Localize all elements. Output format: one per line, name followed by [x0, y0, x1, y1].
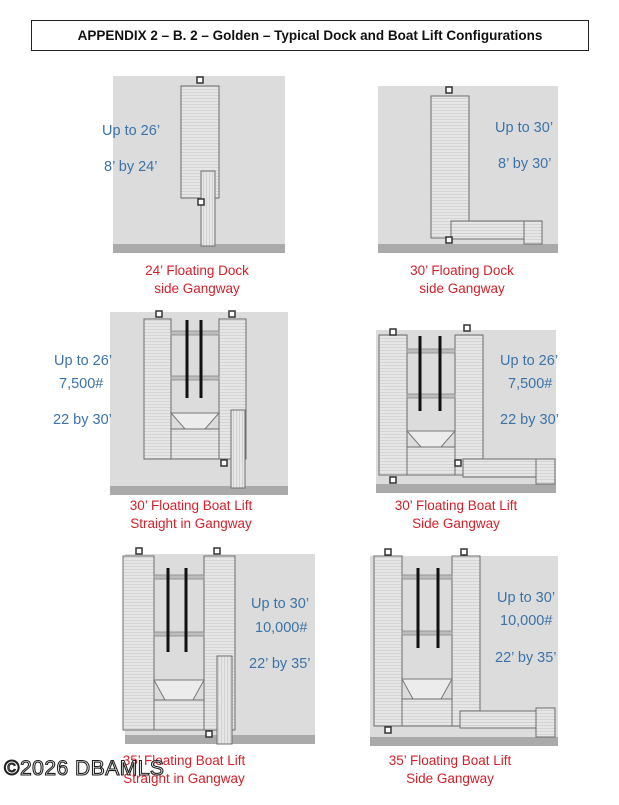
copyright-watermark: ©2026 DBAMLS: [4, 757, 165, 780]
panel-3-drawing: [110, 311, 288, 495]
lift-pontoon-right: [455, 335, 483, 475]
panel-1-caption: [117, 262, 277, 298]
shoreline: [110, 486, 288, 495]
panel-1-length: Up to 26’: [102, 123, 161, 139]
cross-beam: [402, 575, 452, 579]
panel-4-capacity: 7,500#: [508, 376, 553, 392]
lift-pontoon-left: [379, 335, 407, 475]
floating-dock: [431, 96, 469, 238]
end-platform: [402, 699, 452, 726]
panel-1-size: 8’ by 24’: [104, 159, 158, 175]
landing: [536, 708, 555, 737]
shoreline: [376, 484, 556, 493]
lift-pontoon-left: [123, 556, 154, 730]
lift-pontoon-left: [144, 319, 171, 459]
caption-line-1: 35’ Floating Boat Lift: [122, 753, 246, 768]
panel-4-length: Up to 26’: [500, 353, 559, 369]
caption-line-2: Side Gangway: [406, 771, 494, 786]
panel-6-size: 22’ by 35’: [495, 650, 557, 666]
panel-2-caption: [382, 262, 542, 298]
piling: [198, 199, 204, 205]
cross-beam: [407, 349, 455, 353]
cross-beam: [154, 632, 204, 636]
piling: [229, 311, 235, 317]
caption-line-2: Straight in Gangway: [130, 516, 252, 531]
shoreline: [113, 244, 285, 253]
panel-3-caption: [101, 497, 281, 533]
piling: [390, 329, 396, 335]
cross-beam: [402, 631, 452, 635]
cross-beam: [171, 376, 219, 380]
panel-5-length: Up to 30’: [251, 596, 310, 612]
caption-line-1: 30’ Floating Boat Lift: [129, 498, 253, 513]
page-title: APPENDIX 2 – B. 2 – Golden – Typical Dock and Boat Lift Configurations: [31, 20, 589, 51]
gangway: [460, 711, 539, 728]
cross-beam: [407, 394, 455, 398]
piling: [461, 549, 467, 555]
gangway: [217, 656, 232, 744]
shoreline: [370, 737, 558, 746]
shoreline: [378, 244, 558, 253]
end-platform: [171, 429, 219, 459]
caption-line-2: side Gangway: [419, 281, 505, 296]
water-area: [110, 312, 288, 488]
caption-line-1: 24’ Floating Dock: [145, 263, 249, 278]
piling: [221, 460, 227, 466]
panel-5-capacity: 10,000#: [255, 620, 308, 636]
end-platform: [407, 447, 455, 475]
caption-line-1: 35’ Floating Boat Lift: [388, 753, 512, 768]
panel-6-caption: [360, 752, 540, 788]
gangway: [201, 171, 215, 246]
cross-beam: [154, 575, 204, 579]
caption-line-1: 30’ Floating Boat Lift: [394, 498, 518, 513]
gangway: [463, 459, 539, 477]
panel-2-size: 8’ by 30’: [498, 156, 552, 172]
end-platform: [154, 700, 204, 730]
landing: [536, 459, 555, 484]
panel-3-capacity: 7,500#: [59, 376, 104, 392]
panel-4-caption: [366, 497, 546, 533]
gangway: [451, 221, 528, 239]
gangway: [231, 410, 245, 488]
panel-3-size: 22 by 30’: [53, 412, 112, 428]
piling: [455, 460, 461, 466]
piling: [385, 549, 391, 555]
caption-line-1: 30’ Floating Dock: [410, 263, 514, 278]
piling: [136, 548, 142, 554]
piling: [464, 325, 470, 331]
panel-6-capacity: 10,000#: [500, 613, 553, 629]
piling: [197, 77, 203, 83]
panel-6-drawing: [370, 549, 558, 746]
landing: [524, 221, 542, 244]
panel-6-length: Up to 30’: [497, 590, 556, 606]
cross-beam: [171, 331, 219, 335]
lift-pontoon-left: [374, 556, 402, 726]
lift-pontoon-right: [452, 556, 480, 726]
panel-4-size: 22 by 30’: [500, 412, 559, 428]
panel-3-length: Up to 26’: [54, 353, 113, 369]
panel-2-length: Up to 30’: [495, 120, 554, 136]
piling: [446, 237, 452, 243]
piling: [206, 731, 212, 737]
panel-5-size: 22’ by 35’: [249, 656, 311, 672]
caption-line-2: side Gangway: [154, 281, 240, 296]
piling: [390, 477, 396, 483]
caption-line-2: Side Gangway: [412, 516, 500, 531]
piling: [446, 87, 452, 93]
piling: [214, 548, 220, 554]
caption-line-2: Straight in Gangway: [123, 771, 245, 786]
panel-5-drawing: [123, 548, 315, 744]
piling: [385, 727, 391, 733]
piling: [156, 311, 162, 317]
panel-4-drawing: [376, 325, 559, 493]
